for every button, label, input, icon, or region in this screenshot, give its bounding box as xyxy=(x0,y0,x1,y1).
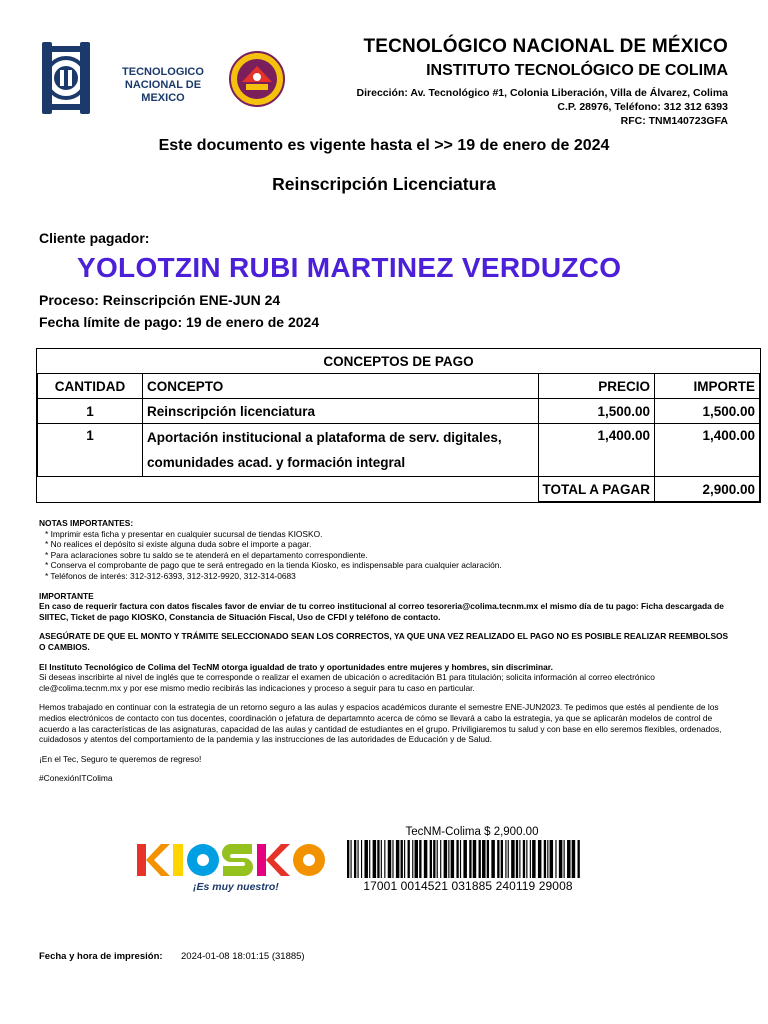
barcode-bar xyxy=(444,840,447,878)
header-price: PRECIO xyxy=(538,374,655,399)
org-name: TECNOLÓGICO NACIONAL DE MÉXICO xyxy=(363,36,728,57)
barcode-bar xyxy=(408,840,410,878)
barcode-bar xyxy=(516,840,518,878)
row-price: 1,500.00 xyxy=(538,399,655,424)
barcode-bar xyxy=(547,840,548,878)
total-row xyxy=(38,477,760,502)
notes-title: NOTAS IMPORTANTES: xyxy=(39,518,134,528)
barcode-bar xyxy=(564,840,565,878)
barcode-bar xyxy=(519,840,520,878)
barcode-bar xyxy=(479,840,481,878)
barcode-bar xyxy=(555,840,556,878)
validity-notice: Este documento es vigente hasta el >> 19 de enero de 2024 xyxy=(158,137,610,154)
barcode-bar xyxy=(567,840,570,878)
barcode-bar xyxy=(491,840,494,878)
barcode-number: 17001 0014521 031885 240119 29008 xyxy=(363,879,573,893)
closing-message: ¡En el Tec, Seguro te queremos de regreso! xyxy=(39,753,202,764)
address-line: Dirección: Av. Tecnológico #1, Colonia Liberación, Villa de Álvarez, Colima xyxy=(356,87,728,99)
address-block xyxy=(357,86,728,128)
barcode-bar xyxy=(412,840,413,878)
barcode-bar xyxy=(497,840,499,878)
barcode-bar xyxy=(388,840,391,878)
barcode-bar xyxy=(473,840,476,878)
table-row xyxy=(38,424,760,477)
print-date-value: 2024-01-08 18:01:15 (31885) xyxy=(181,951,305,962)
barcode-bar xyxy=(424,840,427,878)
row-price: 1,400.00 xyxy=(538,424,655,477)
barcode-bar xyxy=(369,840,370,878)
barcode-bar xyxy=(430,840,432,878)
row-concept xyxy=(143,424,539,477)
print-date-label: Fecha y hora de impresión: xyxy=(39,951,163,962)
barcode-bar xyxy=(361,840,362,878)
itcolima-seal-logo xyxy=(228,50,286,108)
hashtag: #ConexiónITColima xyxy=(39,773,113,784)
barcode-bar xyxy=(456,840,458,878)
refund-warning: ASEGÚRATE DE QUE EL MONTO Y TRÁMITE SELECCIONADO SEAN LOS CORRECTOS, YA QUE UNA VEZ REALIZADO EL PAGO NO ES POSIBLE REALIZAR REEMBOLSOS O CAMBIOS. xyxy=(39,631,729,652)
payment-concepts-table xyxy=(36,348,761,503)
barcode-bar xyxy=(381,840,382,878)
barcode-bar xyxy=(469,840,471,878)
table-row xyxy=(38,399,760,424)
row-qty: 1 xyxy=(38,399,143,424)
barcode-bar xyxy=(354,840,356,878)
barcode-bar xyxy=(396,840,399,878)
barcode-bar xyxy=(384,840,385,878)
barcode-caption: TecNM-Colima $ 2,900.00 xyxy=(405,826,539,838)
english-info: Si deseas inscribirte al nivel de inglés que te corresponde o realizar el examen de ubicación o acreditación B1 para titulación; solicita información al correo electrónico cle@colima.tecnm.mx y por ese mismo medio recibirás las indicaciones y proceso a seguir para tu caso en particular. xyxy=(39,672,655,693)
tecnm-gear-logo xyxy=(38,40,94,116)
row-concept-line: Aportación institucional a plataforma de serv. digitales, xyxy=(147,430,502,445)
header-amount: IMPORTE xyxy=(655,374,760,399)
equality-statement: El Instituto Tecnológico de Colima del TecNM otorga igualdad de trato y oportunidades entre mujeres y hombres, sin discriminar. xyxy=(39,661,553,672)
row-qty: 1 xyxy=(38,424,143,477)
barcode-bar xyxy=(437,840,438,878)
note-item: * Imprimir esta ficha y presentar en cualquier sucursal de tiendas KIOSKO. xyxy=(45,528,323,539)
barcode-bar xyxy=(572,840,575,878)
row-amount: 1,400.00 xyxy=(655,424,760,477)
rfc-line: RFC: TNM140723GFA xyxy=(620,115,728,127)
barcode-bar xyxy=(415,840,418,878)
barcode-bar xyxy=(559,840,562,878)
barcode-bar xyxy=(440,840,441,878)
kiosko-logo xyxy=(137,840,333,900)
process-line: Proceso: Reinscripción ENE-JUN 24 xyxy=(39,292,281,308)
total-amount: 2,900.00 xyxy=(655,477,760,502)
barcode-bar xyxy=(550,840,553,878)
row-concept: Reinscripción licenciatura xyxy=(143,399,539,424)
total-label: TOTAL A PAGAR xyxy=(538,477,655,502)
barcode-bar xyxy=(373,840,376,878)
row-concept-line: comunidades acad. y formación integral xyxy=(147,455,406,470)
payment-barcode xyxy=(347,840,581,878)
barcode-bar xyxy=(364,840,367,878)
barcode-bar xyxy=(451,840,454,878)
barcode-bar xyxy=(511,840,514,878)
document-title: Reinscripción Licenciatura xyxy=(272,174,496,194)
barcode-bar xyxy=(523,840,525,878)
barcode-bar xyxy=(505,840,506,878)
barcode-bar xyxy=(357,840,358,878)
invoice-instructions: En caso de requerir factura con datos fiscales favor de enviar de tu correo institucional al correo tesoreria@colima.tecnm.mx el mismo día de tu pago: Ficha descargada de SIITEC, Ticket de pago KIOSKO, Constancia de Situación Fiscal, Uso de CFDI y teléfono de contacto. xyxy=(39,601,724,622)
barcode-bar xyxy=(526,840,527,878)
strategy-info: Hemos trabajado en continuar con la estrategia de un retorno seguro a las aulas y espacios académicos durante el semestre ENE-JUN2023. Te pedimos que estés al pendiente de los medios electrónicos de contacto con tus docentes, coordinación o jefatura de departamnto acerca de cómo se llevará a cabo la estrategia, ya que se aplicarán modelos de control de acuerdo a las características de las asignaturas, capacidad de las aulas y cantidad de estudiantes en el grupo. Priviligiaremos tu salud y con base en ello seremos flexibles, ordenados, cuidadosos y atentos del comportamiento de la pandemia y las instrucciones de las autoridades de Educación y de Salud. xyxy=(39,702,722,745)
barcode-bar xyxy=(487,840,489,878)
barcode-bar xyxy=(501,840,503,878)
table-header-row xyxy=(38,374,760,399)
header-qty: CANTIDAD xyxy=(38,374,143,399)
barcode-bar xyxy=(401,840,403,878)
barcode-bar xyxy=(532,840,535,878)
barcode-bar xyxy=(350,840,351,878)
barcode-bar xyxy=(347,840,349,878)
kiosko-slogan: ¡Es muy nuestro! xyxy=(193,881,279,893)
barcode-bar xyxy=(460,840,461,878)
header-concept: CONCEPTO xyxy=(143,374,539,399)
barcode-bar xyxy=(392,840,393,878)
barcode-bar xyxy=(544,840,546,878)
barcode-bar xyxy=(377,840,379,878)
table-caption: CONCEPTOS DE PAGO xyxy=(38,349,760,374)
postal-phone-line: C.P. 28976, Teléfono: 312 312 6393 xyxy=(557,101,728,113)
note-item: * Teléfonos de interés: 312-312-6393, 312-312-9920, 312-314-0683 xyxy=(45,570,296,581)
institute-name: INSTITUTO TECNOLÓGICO DE COLIMA xyxy=(426,62,728,79)
note-item: * No realices el depósito si existe alguna duda sobre el importe a pagar. xyxy=(45,539,312,550)
barcode-bar xyxy=(530,840,531,878)
barcode-bar xyxy=(419,840,421,878)
barcode-bar xyxy=(508,840,509,878)
barcode-bar xyxy=(433,840,435,878)
notes-section xyxy=(39,518,729,784)
client-label: Cliente pagador: xyxy=(39,230,150,246)
note-item: * Para aclaraciones sobre tu saldo se te atenderá en el departamento correspondiente. xyxy=(45,549,368,560)
barcode-bar xyxy=(463,840,466,878)
due-date-line: Fecha límite de pago: 19 de enero de 2024 xyxy=(39,314,320,330)
barcode-bar xyxy=(448,840,449,878)
barcode-bar xyxy=(404,840,405,878)
barcode-bar xyxy=(578,840,580,878)
barcode-bar xyxy=(482,840,485,878)
important-title: IMPORTANTE xyxy=(39,590,94,601)
tecnm-logo-text: TECNOLOGICO NACIONAL DE MEXICO xyxy=(122,66,204,104)
row-amount: 1,500.00 xyxy=(655,399,760,424)
note-item: * Conserva el comprobante de pago que te será entregado en la tienda Kiosko, es indispensable para cualquier aclaración. xyxy=(45,560,502,571)
barcode-bar xyxy=(538,840,541,878)
client-name: YOLOTZIN RUBI MARTINEZ VERDUZCO xyxy=(77,252,622,283)
